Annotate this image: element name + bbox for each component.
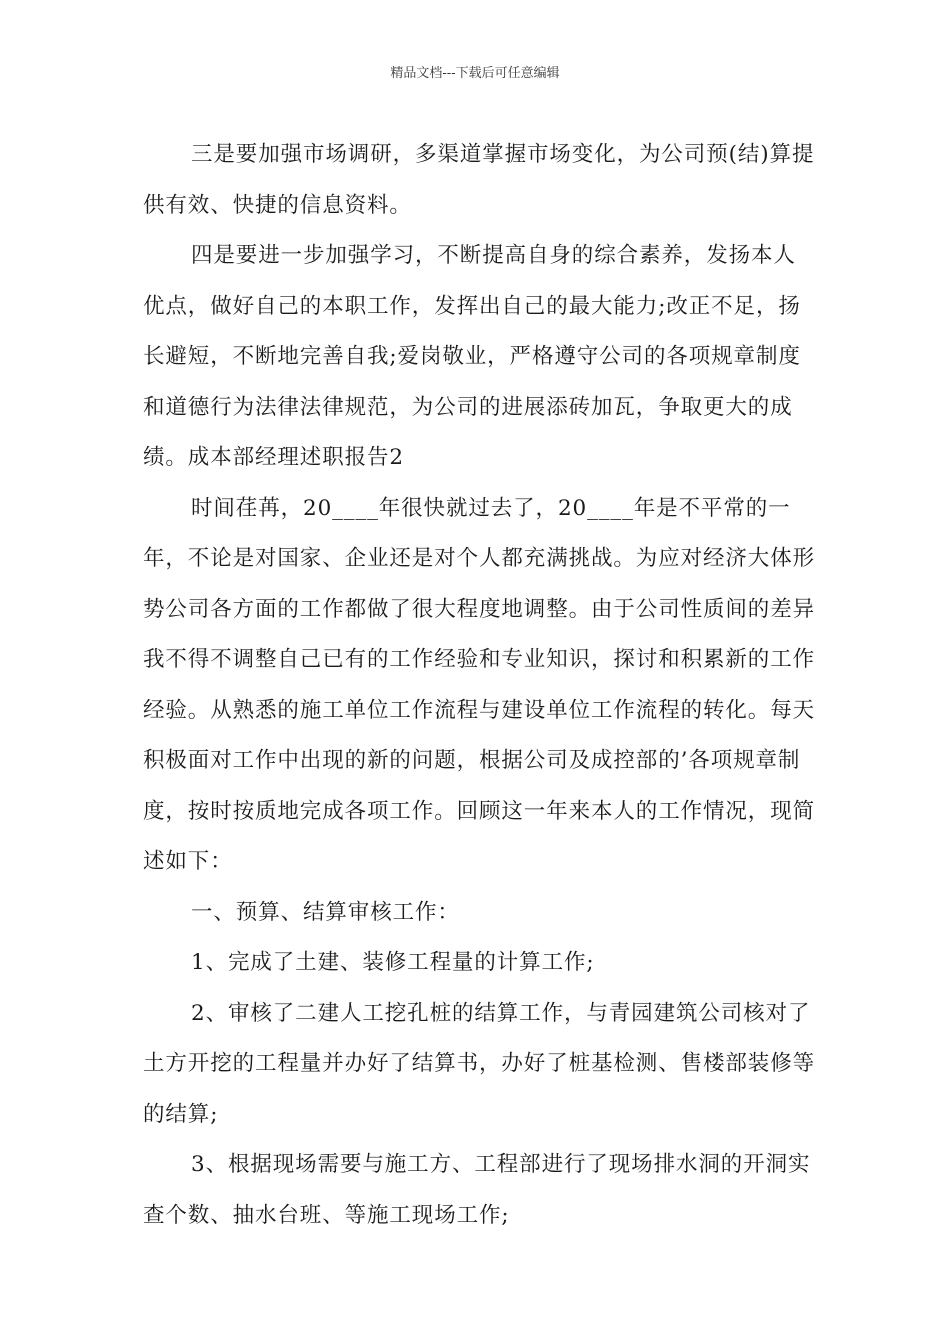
document-body: [143, 130, 815, 1241]
page-header: 精品文档---下载后可任意编辑: [390, 66, 560, 81]
list-item-1: 1、完成了土建、装修工程量的计算工作;: [191, 950, 595, 975]
paragraph-market-research: 三是要加强市场调研，多渠道掌握市场变化，为公司预(结)算提供有效、快捷的信息资料。: [143, 142, 815, 218]
list-item-3: 3、根据现场需要与施工方、工程部进行了现场排水洞的开洞实查个数、抽水台班、等施工现场工作;: [143, 1152, 811, 1228]
section-heading-budget-audit: 一、预算、结算审核工作：: [191, 899, 460, 925]
paragraph-self-improvement: 四是要进一步加强学习，不断提高自身的综合素养，发扬本人优点，做好自己的本职工作，发挥出自己的最大能力;改正不足，扬长避短，不断地完善自我;爱岗敬业，严格遵守公司的各项规章制度和道德行为法律法律规范，为公司的进展添砖加瓦，争取更大的成绩。成本部经理述职报告2: [143, 243, 801, 470]
list-item-2: 2、审核了二建人工挖孔桩的结算工作，与青园建筑公司核对了土方开挖的工程量并办好了结算书，办好了桩基检测、售楼部装修等的结算;: [143, 1000, 816, 1127]
paragraph-year-review: 时间荏苒，20____年很快就过去了，20____年是不平常的一年，不论是对国家、企业还是对个人都充满挑战。为应对经济大体形势公司各方面的工作都做了很大程度地调整。由于公司性质间的差异我不得不调整自己已有的工作经验和专业知识，探讨和积累新的工作经验。从熟悉的施工单位工作流程与建设单位工作流程的转化。每天积极面对工作中出现的新的问题，根据公司及成控部的’各项规章制度，按时按质地完成各项工作。回顾这一年来本人的工作情况，现简述如下：: [143, 495, 816, 874]
